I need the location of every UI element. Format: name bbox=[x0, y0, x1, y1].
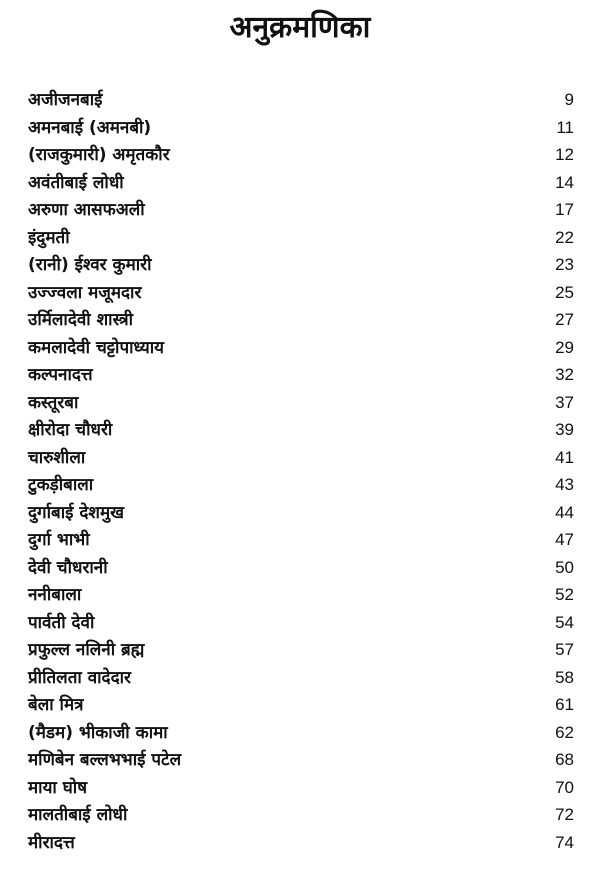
toc-entry-page-number: 74 bbox=[555, 832, 574, 852]
toc-entry-page-number: 22 bbox=[555, 227, 574, 247]
toc-entry-page-number: 14 bbox=[555, 172, 574, 192]
toc-entry-page-number: 29 bbox=[555, 337, 574, 357]
toc-entry-title: कमलादेवी चट्टोपाध्याय bbox=[28, 337, 165, 358]
toc-entry bbox=[28, 609, 574, 637]
toc-entry-page-number: 52 bbox=[555, 585, 574, 604]
toc-entry bbox=[28, 746, 574, 774]
toc-entry-title: ननीबाला bbox=[28, 585, 82, 605]
toc-entry bbox=[28, 526, 574, 554]
toc-entry-title: मणिबेन बल्लभभाई पटेल bbox=[28, 750, 182, 770]
toc-entry bbox=[28, 829, 574, 857]
toc-entry-title: उज्ज्वला मजूमदार bbox=[28, 282, 142, 303]
toc-entry-page-number: 58 bbox=[555, 667, 574, 687]
toc-entry-title: प्रफुल्ल नलिनी ब्रह्म bbox=[28, 640, 145, 660]
toc-entry-title: अवंतीबाई लोधी bbox=[28, 172, 124, 193]
toc-entry bbox=[28, 774, 574, 802]
toc-entry-page-number: 41 bbox=[555, 447, 574, 467]
toc-entry-title: क्षीरोदा चौधरी bbox=[28, 420, 113, 440]
toc-entry-page-number: 37 bbox=[555, 392, 574, 412]
toc-entry bbox=[28, 86, 574, 114]
toc-entry bbox=[28, 389, 574, 417]
toc-entry-page-number: 27 bbox=[555, 310, 574, 329]
toc-entry-page-number: 61 bbox=[555, 695, 574, 714]
toc-entry-title: पार्वती देवी bbox=[28, 612, 95, 633]
toc-entry-title: अमनबाई (अमनबी) bbox=[28, 117, 152, 138]
toc-entry bbox=[28, 719, 574, 747]
toc-entry-page-number: 17 bbox=[555, 200, 574, 219]
toc-entry-title: कस्तूरबा bbox=[28, 392, 79, 413]
toc-entry bbox=[28, 499, 574, 527]
toc-entry bbox=[28, 664, 574, 692]
toc-entry-page-number: 54 bbox=[555, 612, 574, 632]
table-of-contents bbox=[28, 86, 574, 856]
toc-entry-page-number: 72 bbox=[555, 805, 574, 824]
toc-entry bbox=[28, 114, 574, 142]
toc-entry-page-number: 39 bbox=[555, 420, 574, 439]
toc-entry-page-number: 43 bbox=[555, 475, 574, 494]
toc-entry bbox=[28, 306, 574, 334]
toc-entry bbox=[28, 801, 574, 829]
toc-entry-page-number: 68 bbox=[555, 750, 574, 769]
toc-entry-title: अरुणा आसफअली bbox=[28, 200, 145, 220]
toc-entry-page-number: 23 bbox=[555, 255, 574, 274]
toc-entry-title: अजीजनबाई bbox=[28, 90, 103, 110]
toc-entry-title: प्रीतिलता वादेदार bbox=[28, 667, 131, 688]
toc-entry bbox=[28, 279, 574, 307]
toc-entry-page-number: 32 bbox=[555, 365, 574, 384]
toc-entry bbox=[28, 251, 574, 279]
toc-entry-page-number: 50 bbox=[555, 557, 574, 577]
toc-entry-page-number: 62 bbox=[555, 722, 574, 742]
toc-entry bbox=[28, 196, 574, 224]
toc-entry bbox=[28, 636, 574, 664]
toc-entry bbox=[28, 141, 574, 169]
toc-entry bbox=[28, 444, 574, 472]
toc-entry-page-number: 47 bbox=[555, 530, 574, 549]
toc-entry-title: मीरादत्त bbox=[28, 832, 75, 853]
toc-entry-page-number: 25 bbox=[555, 282, 574, 302]
toc-entry-title: दुर्गा भाभी bbox=[28, 530, 90, 550]
toc-entry-title: कल्पनादत्त bbox=[28, 365, 93, 385]
toc-entry-title: देवी चौधरानी bbox=[28, 557, 108, 578]
toc-entry bbox=[28, 554, 574, 582]
toc-entry-title: माया घोष bbox=[28, 777, 88, 798]
toc-entry-page-number: 70 bbox=[555, 777, 574, 797]
toc-entry bbox=[28, 169, 574, 197]
toc-entry-title: टुकड़ीबाला bbox=[28, 475, 94, 495]
toc-entry-title: दुर्गाबाई देशमुख bbox=[28, 502, 125, 523]
toc-entry bbox=[28, 334, 574, 362]
toc-entry bbox=[28, 416, 574, 444]
toc-entry-title: बेला मित्र bbox=[28, 695, 84, 715]
toc-entry-title: मालतीबाई लोधी bbox=[28, 805, 128, 825]
toc-entry bbox=[28, 361, 574, 389]
page-title: अनुक्रमणिका bbox=[229, 10, 371, 45]
toc-entry bbox=[28, 471, 574, 499]
toc-entry bbox=[28, 581, 574, 609]
toc-entry-page-number: 11 bbox=[556, 117, 574, 137]
toc-entry-page-number: 44 bbox=[555, 502, 574, 522]
toc-entry-title: (रानी) ईश्वर कुमारी bbox=[28, 255, 152, 275]
toc-entry bbox=[28, 224, 574, 252]
toc-entry-page-number: 57 bbox=[555, 640, 574, 659]
toc-entry-title: चारुशीला bbox=[28, 447, 86, 468]
toc-entry-page-number: 12 bbox=[555, 145, 574, 164]
toc-entry-title: (राजकुमारी) अमृतकौर bbox=[28, 145, 170, 165]
toc-entry-title: उर्मिलादेवी शास्त्री bbox=[28, 310, 133, 330]
toc-entry-title: इंदुमती bbox=[28, 227, 70, 248]
toc-entry bbox=[28, 691, 574, 719]
toc-entry-title: (मैडम) भीकाजी कामा bbox=[28, 722, 168, 743]
toc-entry-page-number: 9 bbox=[564, 90, 574, 109]
